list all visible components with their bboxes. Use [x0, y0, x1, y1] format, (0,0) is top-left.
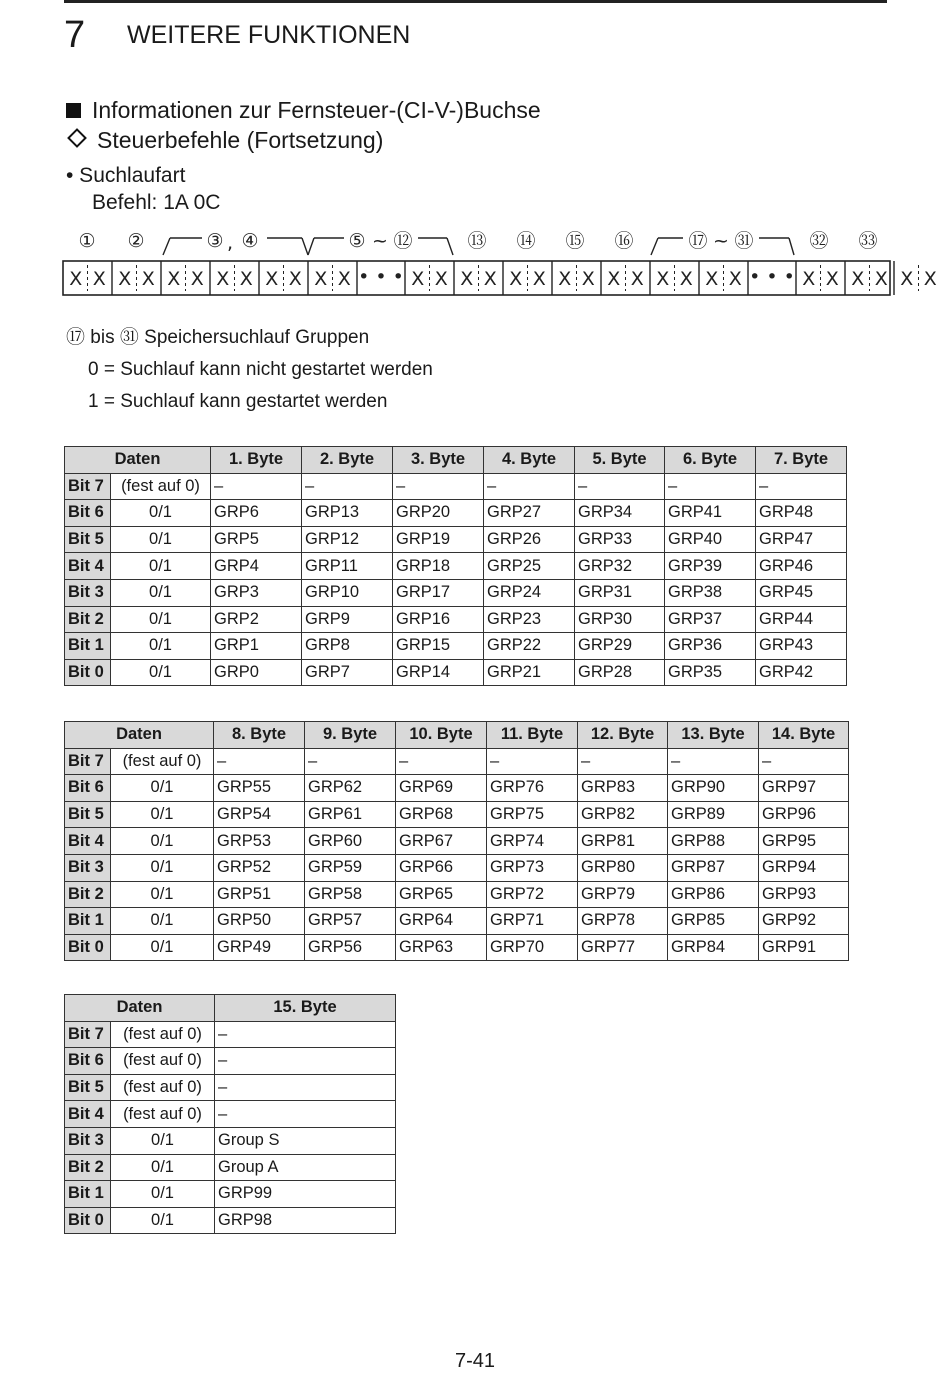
byte-number-label: ① — [78, 230, 96, 252]
bit-label: Bit 3 — [65, 1127, 111, 1154]
column-header: 13. Byte — [668, 722, 759, 749]
table-cell: GRP52 — [214, 854, 305, 881]
byte-number-label: ㉜ — [809, 230, 829, 252]
table-cell: GRP64 — [396, 908, 487, 935]
bit-value: 0/1 — [111, 659, 211, 686]
table-cell: GRP22 — [484, 633, 575, 660]
tilde-separator: ~ — [372, 230, 388, 252]
bit-value: 0/1 — [111, 500, 211, 527]
table-cell: GRP63 — [396, 934, 487, 961]
table-cell: GRP66 — [396, 854, 487, 881]
table-cell: GRP84 — [668, 934, 759, 961]
table-cell: GRP67 — [396, 828, 487, 855]
table-row — [65, 500, 847, 527]
table-row — [65, 659, 847, 686]
table-cell: GRP34 — [575, 500, 665, 527]
note-title — [66, 326, 369, 350]
table-row — [65, 606, 847, 633]
table-row — [65, 748, 849, 775]
table-cell: GRP91 — [759, 934, 849, 961]
table-cell: – — [484, 473, 575, 500]
table-cell: – — [575, 473, 665, 500]
byte-cell-x: X — [92, 268, 106, 290]
byte-cell-x: X — [69, 268, 83, 290]
bit-value: (fest auf 0) — [111, 1021, 215, 1048]
tilde-separator: ~ — [713, 230, 729, 252]
bracket-line — [651, 238, 658, 255]
table-cell: – — [393, 473, 484, 500]
column-header: 1. Byte — [211, 447, 302, 474]
table-cell: GRP72 — [487, 881, 578, 908]
table-cell: GRP11 — [302, 553, 393, 580]
command-format-diagram — [62, 226, 937, 300]
bit-table-bytes-8-14 — [64, 721, 849, 961]
byte-cell-x: X — [118, 268, 132, 290]
table-row — [65, 1127, 396, 1154]
table-cell: GRP16 — [393, 606, 484, 633]
table-cell: GRP51 — [214, 881, 305, 908]
table-cell: GRP1 — [211, 633, 302, 660]
table-row — [65, 775, 849, 802]
byte-cell-x: X — [167, 268, 181, 290]
table-cell: Group S — [215, 1127, 396, 1154]
table-cell: GRP29 — [575, 633, 665, 660]
table-cell: GRP45 — [756, 579, 847, 606]
table-cell: GRP55 — [214, 775, 305, 802]
table-cell: GRP92 — [759, 908, 849, 935]
table-cell: GRP90 — [668, 775, 759, 802]
table-row — [65, 1021, 396, 1048]
bit-value: 0/1 — [111, 908, 214, 935]
byte-number-label: ㉝ — [858, 230, 878, 252]
bracket-line — [789, 238, 794, 255]
table-cell: GRP48 — [756, 500, 847, 527]
bit-label: Bit 2 — [65, 1154, 111, 1181]
table-cell: GRP21 — [484, 659, 575, 686]
byte-number-label: ⑭ — [516, 230, 536, 252]
table-cell: GRP31 — [575, 579, 665, 606]
table-cell: GRP93 — [759, 881, 849, 908]
table-cell: – — [665, 473, 756, 500]
table-cell: GRP25 — [484, 553, 575, 580]
column-header: 3. Byte — [393, 447, 484, 474]
bit-label: Bit 7 — [65, 748, 111, 775]
table-cell: GRP37 — [665, 606, 756, 633]
comma-separator: , — [226, 232, 234, 254]
table-cell: – — [215, 1101, 396, 1128]
bit-label: Bit 5 — [65, 526, 111, 553]
table-cell: GRP5 — [211, 526, 302, 553]
column-header: 6. Byte — [665, 447, 756, 474]
bit-value: 0/1 — [111, 854, 214, 881]
section-subheading-text: Steuerbefehle (Fortsetzung) — [97, 127, 384, 153]
byte-number-label: ⑰ — [688, 230, 708, 252]
column-header: 9. Byte — [305, 722, 396, 749]
table-cell: GRP65 — [396, 881, 487, 908]
table-cell: GRP59 — [305, 854, 396, 881]
command-bullet: • Suchlaufart — [66, 164, 186, 187]
bit-value: 0/1 — [111, 526, 211, 553]
chapter-number: 7 — [64, 14, 86, 56]
table-row — [65, 854, 849, 881]
table-cell: GRP76 — [487, 775, 578, 802]
bit-value: 0/1 — [111, 606, 211, 633]
bit-label: Bit 3 — [65, 579, 111, 606]
table-cell: GRP83 — [578, 775, 668, 802]
byte-cell-x: X — [532, 268, 546, 290]
byte-number-label: ㉛ — [734, 230, 754, 252]
ellipsis-cell: • • • — [749, 266, 795, 288]
table-cell: GRP8 — [302, 633, 393, 660]
table-cell: GRP6 — [211, 500, 302, 527]
byte-cell-x: X — [434, 268, 448, 290]
table-cell: GRP41 — [665, 500, 756, 527]
table-cell: GRP36 — [665, 633, 756, 660]
bit-value: 0/1 — [111, 633, 211, 660]
byte-number-label: ③ — [206, 230, 224, 252]
byte-cell-x: X — [825, 268, 839, 290]
table-cell: GRP73 — [487, 854, 578, 881]
table-cell: GRP23 — [484, 606, 575, 633]
byte-cell-x: X — [141, 268, 155, 290]
table-cell: – — [759, 748, 849, 775]
table-cell: GRP35 — [665, 659, 756, 686]
section-heading-text: Informationen zur Fernsteuer-(CI-V-)Buchse — [92, 97, 541, 123]
table-row — [65, 553, 847, 580]
table-row — [65, 1181, 396, 1208]
table-row — [65, 633, 847, 660]
table-row — [65, 473, 847, 500]
byte-cell-x: X — [190, 268, 204, 290]
table-cell: GRP98 — [215, 1207, 396, 1234]
byte-cell-x: X — [483, 268, 497, 290]
table-cell: – — [668, 748, 759, 775]
bit-value: (fest auf 0) — [111, 473, 211, 500]
table-cell: – — [578, 748, 668, 775]
byte-cell-x: X — [679, 268, 693, 290]
table-cell: GRP14 — [393, 659, 484, 686]
bit-label: Bit 5 — [65, 801, 111, 828]
section-subheading — [66, 126, 383, 154]
byte-cell-x: X — [607, 268, 621, 290]
table-cell: GRP44 — [756, 606, 847, 633]
bit-label: Bit 3 — [65, 854, 111, 881]
note-title-rest: Speichersuchlauf Gruppen — [144, 327, 370, 348]
table-cell: GRP40 — [665, 526, 756, 553]
byte-cell-x: X — [288, 268, 302, 290]
table-cell: GRP82 — [578, 801, 668, 828]
note-title-prefix: ⑰ — [66, 327, 86, 348]
table-cell: GRP61 — [305, 801, 396, 828]
bracket-line — [302, 238, 308, 255]
byte-cell-x: X — [460, 268, 474, 290]
table-cell: GRP68 — [396, 801, 487, 828]
table-cell: GRP50 — [214, 908, 305, 935]
filled-square-icon — [66, 103, 81, 118]
table-cell: GRP54 — [214, 801, 305, 828]
column-header: 11. Byte — [487, 722, 578, 749]
bit-label: Bit 0 — [65, 659, 111, 686]
byte-cell-x: X — [265, 268, 279, 290]
header-row — [65, 447, 847, 474]
table-cell: GRP96 — [759, 801, 849, 828]
bit-value: 0/1 — [111, 775, 214, 802]
table-row — [65, 579, 847, 606]
byte-cell-x: X — [851, 268, 865, 290]
bit-label: Bit 1 — [65, 908, 111, 935]
byte-cell-x: X — [216, 268, 230, 290]
byte-cell-x: X — [558, 268, 572, 290]
bit-table-bytes-1-7 — [64, 446, 847, 686]
bit-label: Bit 6 — [65, 500, 111, 527]
column-header: 4. Byte — [484, 447, 575, 474]
table-cell: GRP27 — [484, 500, 575, 527]
command-code: Befehl: 1A 0C — [92, 191, 221, 214]
table-cell: GRP38 — [665, 579, 756, 606]
bit-value: (fest auf 0) — [111, 748, 214, 775]
table-cell: – — [211, 473, 302, 500]
column-header: 7. Byte — [756, 447, 847, 474]
table-cell: GRP43 — [756, 633, 847, 660]
bit-label: Bit 0 — [65, 1207, 111, 1234]
table-cell: GRP86 — [668, 881, 759, 908]
table-cell: GRP69 — [396, 775, 487, 802]
byte-number-label: ⑬ — [467, 230, 487, 252]
bit-label: Bit 7 — [65, 1021, 111, 1048]
table-cell: GRP95 — [759, 828, 849, 855]
byte-cell-x: X — [239, 268, 253, 290]
table-cell: GRP12 — [302, 526, 393, 553]
table-cell: GRP10 — [302, 579, 393, 606]
table-cell: GRP56 — [305, 934, 396, 961]
bit-value: 0/1 — [111, 1207, 215, 1234]
bit-label: Bit 0 — [65, 934, 111, 961]
bit-label: Bit 7 — [65, 473, 111, 500]
table-cell: GRP60 — [305, 828, 396, 855]
byte-cell-x: X — [509, 268, 523, 290]
byte-cell-x: X — [630, 268, 644, 290]
byte-cell-x: X — [900, 268, 914, 290]
column-header: 15. Byte — [215, 995, 396, 1022]
byte-cell-x: X — [802, 268, 816, 290]
table-cell: – — [302, 473, 393, 500]
byte-cell-x: X — [705, 268, 719, 290]
table-cell: – — [396, 748, 487, 775]
table-cell: GRP30 — [575, 606, 665, 633]
table-cell: GRP46 — [756, 553, 847, 580]
table-cell: – — [215, 1021, 396, 1048]
table-cell: – — [487, 748, 578, 775]
table-row — [65, 934, 849, 961]
table-cell: – — [215, 1074, 396, 1101]
table-row — [65, 1154, 396, 1181]
header-row — [65, 995, 396, 1022]
bit-value: 0/1 — [111, 934, 214, 961]
column-header: Daten — [65, 995, 215, 1022]
bit-label: Bit 1 — [65, 1181, 111, 1208]
table-row — [65, 828, 849, 855]
byte-number-label: ⑮ — [565, 230, 585, 252]
byte-cell-x: X — [411, 268, 425, 290]
table-cell: GRP57 — [305, 908, 396, 935]
table-cell: – — [756, 473, 847, 500]
table-cell: GRP42 — [756, 659, 847, 686]
bit-value: (fest auf 0) — [111, 1048, 215, 1075]
byte-cell-x: X — [581, 268, 595, 290]
table-cell: GRP71 — [487, 908, 578, 935]
table-cell: – — [214, 748, 305, 775]
byte-number-label: ⑫ — [393, 230, 413, 252]
table-cell: GRP24 — [484, 579, 575, 606]
table-cell: GRP17 — [393, 579, 484, 606]
bit-value: 0/1 — [111, 553, 211, 580]
table-cell: GRP26 — [484, 526, 575, 553]
table-cell: GRP18 — [393, 553, 484, 580]
bit-label: Bit 6 — [65, 1048, 111, 1075]
column-header: 2. Byte — [302, 447, 393, 474]
table-cell: GRP80 — [578, 854, 668, 881]
bit-value: 0/1 — [111, 1127, 215, 1154]
byte-cell-x: X — [656, 268, 670, 290]
note-title-bis: bis — [90, 327, 115, 348]
bit-label: Bit 4 — [65, 1101, 111, 1128]
table-row — [65, 801, 849, 828]
column-header: 12. Byte — [578, 722, 668, 749]
table-cell: GRP58 — [305, 881, 396, 908]
table-cell: GRP4 — [211, 553, 302, 580]
byte-number-label: ⑯ — [614, 230, 634, 252]
table-cell: – — [215, 1048, 396, 1075]
table-cell: GRP19 — [393, 526, 484, 553]
bit-value: (fest auf 0) — [111, 1074, 215, 1101]
bit-label: Bit 1 — [65, 633, 111, 660]
table-cell: GRP32 — [575, 553, 665, 580]
table-cell: GRP70 — [487, 934, 578, 961]
page-number: 7-41 — [454, 1350, 496, 1372]
chapter-title: WEITERE FUNKTIONEN — [127, 21, 411, 49]
byte-cell-x: X — [728, 268, 742, 290]
column-header: 8. Byte — [214, 722, 305, 749]
table-cell: GRP97 — [759, 775, 849, 802]
table-row — [65, 1074, 396, 1101]
note-line-1: 1 = Suchlauf kann gestartet werden — [88, 391, 388, 412]
byte-number-label: ⑤ — [348, 230, 366, 252]
bit-label: Bit 2 — [65, 606, 111, 633]
bit-value: 0/1 — [111, 801, 214, 828]
bracket-line — [447, 238, 453, 255]
table-cell: GRP47 — [756, 526, 847, 553]
table-cell: GRP62 — [305, 775, 396, 802]
table-cell: GRP74 — [487, 828, 578, 855]
table-cell: GRP81 — [578, 828, 668, 855]
table-cell: GRP78 — [578, 908, 668, 935]
byte-number-label: ④ — [241, 230, 259, 252]
table-cell: GRP79 — [578, 881, 668, 908]
table-cell: GRP7 — [302, 659, 393, 686]
table-cell: GRP3 — [211, 579, 302, 606]
bit-label: Bit 6 — [65, 775, 111, 802]
column-header: Daten — [65, 447, 211, 474]
table-cell: GRP13 — [302, 500, 393, 527]
byte-cell-x: X — [314, 268, 328, 290]
bracket-line — [163, 238, 170, 255]
bit-value: 0/1 — [111, 1181, 215, 1208]
note-line-0: 0 = Suchlauf kann nicht gestartet werden — [88, 359, 433, 380]
table-cell: GRP9 — [302, 606, 393, 633]
table-cell: GRP85 — [668, 908, 759, 935]
table-cell: GRP75 — [487, 801, 578, 828]
bit-value: 0/1 — [111, 1154, 215, 1181]
table-cell: GRP20 — [393, 500, 484, 527]
table-cell: GRP87 — [668, 854, 759, 881]
table-cell: GRP88 — [668, 828, 759, 855]
table-row — [65, 908, 849, 935]
bit-label: Bit 5 — [65, 1074, 111, 1101]
table-cell: GRP49 — [214, 934, 305, 961]
table-cell: GRP33 — [575, 526, 665, 553]
bit-label: Bit 4 — [65, 553, 111, 580]
table-row — [65, 881, 849, 908]
byte-number-label: ② — [127, 230, 145, 252]
note-title-mid: ㉛ — [119, 327, 139, 348]
byte-cell-x: X — [923, 268, 937, 290]
bracket-line — [308, 238, 314, 255]
table-cell: GRP0 — [211, 659, 302, 686]
column-header: 10. Byte — [396, 722, 487, 749]
byte-cell-x: X — [337, 268, 351, 290]
table-row — [65, 1101, 396, 1128]
table-row — [65, 1207, 396, 1234]
bit-label: Bit 4 — [65, 828, 111, 855]
bit-value: (fest auf 0) — [111, 1101, 215, 1128]
table-row — [65, 1048, 396, 1075]
table-row — [65, 526, 847, 553]
bit-value: 0/1 — [111, 579, 211, 606]
table-cell: GRP99 — [215, 1181, 396, 1208]
ellipsis-cell: • • • — [358, 266, 404, 288]
byte-cell-x: X — [874, 268, 888, 290]
table-cell: GRP28 — [575, 659, 665, 686]
table-cell: GRP15 — [393, 633, 484, 660]
bit-value: 0/1 — [111, 881, 214, 908]
header-rule — [64, 0, 887, 3]
diamond-outline-icon — [67, 128, 87, 148]
table-cell: GRP39 — [665, 553, 756, 580]
table-cell: GRP2 — [211, 606, 302, 633]
column-header: Daten — [65, 722, 214, 749]
table-cell: GRP89 — [668, 801, 759, 828]
column-header: 14. Byte — [759, 722, 849, 749]
header-row — [65, 722, 849, 749]
table-cell: – — [305, 748, 396, 775]
bit-value: 0/1 — [111, 828, 214, 855]
table-cell: GRP94 — [759, 854, 849, 881]
section-heading — [66, 96, 541, 124]
bit-label: Bit 2 — [65, 881, 111, 908]
table-cell: GRP77 — [578, 934, 668, 961]
table-cell: Group A — [215, 1154, 396, 1181]
column-header: 5. Byte — [575, 447, 665, 474]
table-cell: GRP53 — [214, 828, 305, 855]
bit-table-byte-15 — [64, 994, 396, 1234]
